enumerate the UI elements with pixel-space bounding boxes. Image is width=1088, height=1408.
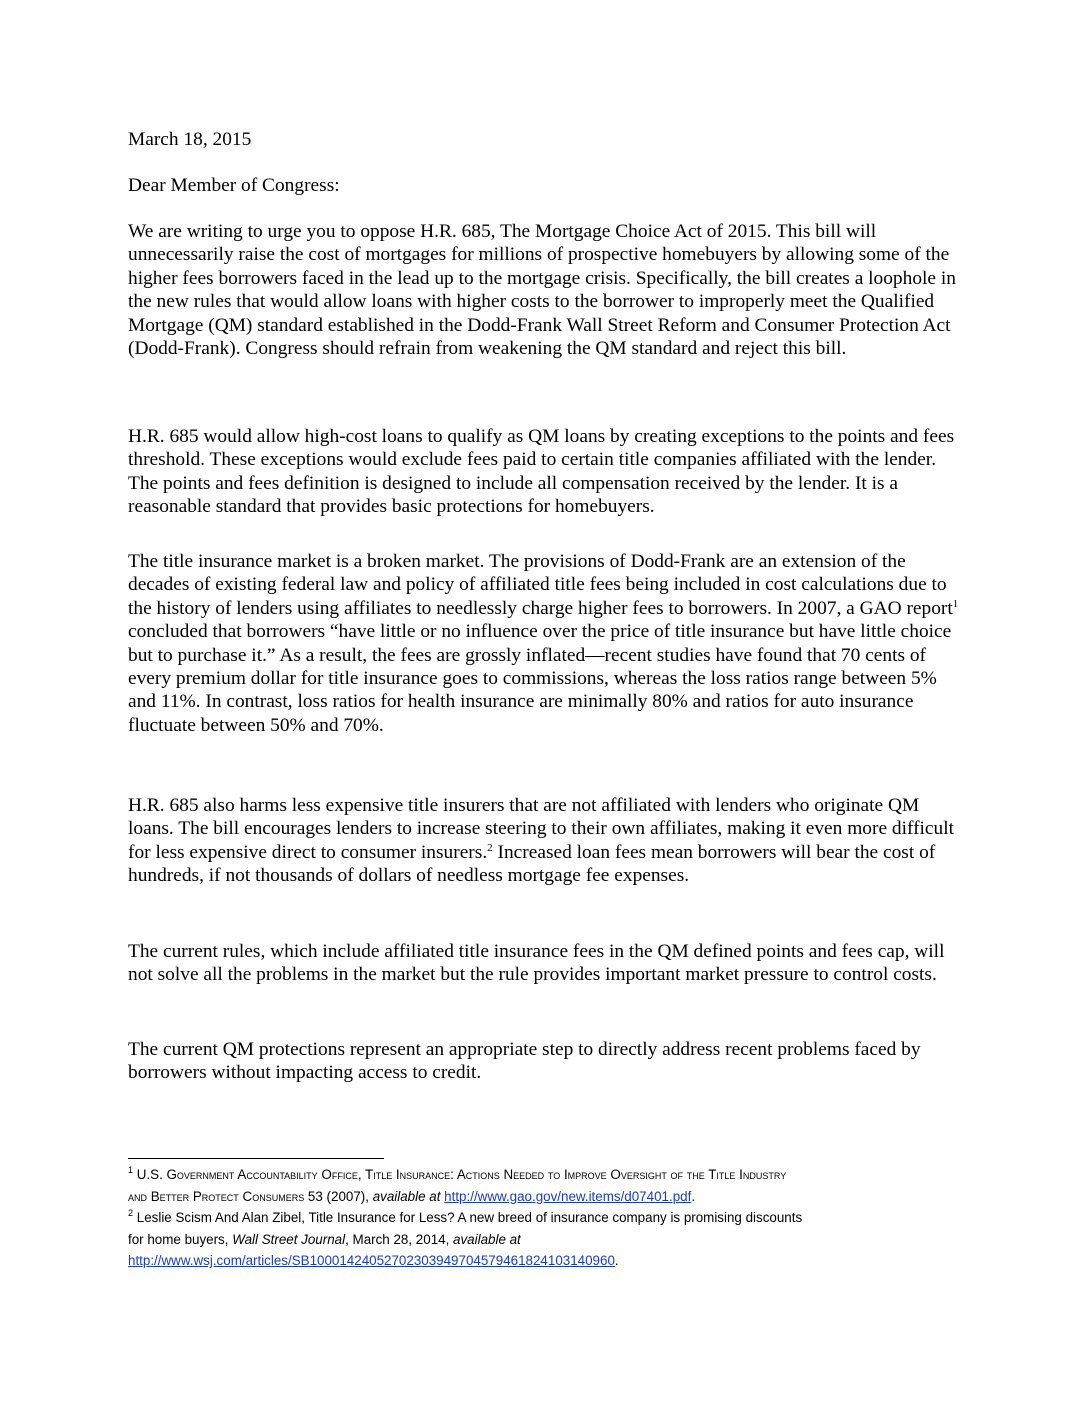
letter-date: March 18, 2015 bbox=[128, 129, 252, 150]
footnote-ref-2[interactable]: 2 bbox=[487, 841, 493, 854]
paragraph-2: H.R. 685 would allow high-cost loans to qualify as QM loans by creating exceptions to the points and fees threshold. These exceptions would exclude fees paid to certain title companies affiliated with the lender. The points and fees definition is designed to include all compensation received by the lender. It is a reasonable standard that provides basic protections for homebuyers. bbox=[128, 426, 955, 518]
footnote-2-source: Leslie Scism And Alan Zibel, Title Insurance for Less? A new breed of insurance company is promising discounts bbox=[136, 1210, 803, 1226]
footnote-1-line-1 bbox=[128, 1164, 958, 1186]
footnote-1-link[interactable]: http://www.gao.gov/new.items/d07401.pdf bbox=[444, 1188, 692, 1204]
footnote-ref-1[interactable]: 1 bbox=[952, 597, 959, 610]
footnote-1-available-at: available at bbox=[372, 1188, 441, 1204]
footnote-2-line-2 bbox=[128, 1229, 958, 1251]
paragraph-3-part-b: concluded that borrowers “have little or no influence over the price of title insurance but have little choice but to purchase it.” As a result, the fees are grossly inflated—recent studies have found that 70 cents of every premium dollar for title insurance goes to commissions, whereas the loss ratios range between 5% and 11%. In contrast, loss ratios for health insurance are minimally 80% and ratios for auto insurance fluctuate between 50% and 70%. bbox=[128, 621, 952, 736]
footnote-2-line-1 bbox=[128, 1207, 958, 1229]
footnote-2-line-3 bbox=[128, 1250, 958, 1272]
footnotes bbox=[128, 1164, 958, 1272]
footnote-2-journal: Wall Street Journal bbox=[232, 1231, 346, 1247]
footnote-1-number: 1 bbox=[128, 1165, 134, 1175]
footnote-2-end: . bbox=[614, 1253, 619, 1269]
footnote-1-source: U.S. Government Accountability Office, Title Insurance: Actions Needed to Improve Oversight of the Title Industry bbox=[136, 1167, 787, 1182]
paragraph-4-part-a: H.R. 685 also harms less expensive title insurers that are not affiliated with lenders who originate QM loans. The bill encourages lenders to increase steering to their own affiliates, making it even more difficult for less expensive direct to consumer insurers. bbox=[128, 795, 955, 863]
footnote-2-available-at: available at bbox=[453, 1231, 521, 1247]
paragraph-3-part-a: The title insurance market is a broken market. The provisions of Dodd-Frank are an extension of the decades of existing federal law and policy of affiliated title fees being included in cost calculations due to the history of lenders using affiliates to needlessly charge higher fees to borrowers. In 2007, a GAO report bbox=[128, 551, 953, 619]
footnote-1-citation: 53 (2007), bbox=[304, 1188, 373, 1204]
paragraph-6: The current QM protections represent an appropriate step to directly address recent problems faced by borrowers without impacting access to credit. bbox=[128, 1039, 921, 1084]
footnote-2-link[interactable]: http://www.wsj.com/articles/SB10001424052702303949704579461824103140960 bbox=[128, 1253, 615, 1269]
letter-salutation: Dear Member of Congress: bbox=[128, 175, 340, 196]
paragraph-1: We are writing to urge you to oppose H.R. 685, The Mortgage Choice Act of 2015. This bill will unnecessarily raise the cost of mortgages for millions of prospective homebuyers by allowing some of the higher fees borrowers faced in the lead up to the mortgage crisis. Specifically, the bill creates a loophole in the new rules that would allow loans with higher costs to the borrower to improperly meet the Qualified Mortgage (QM) standard established in the Dodd-Frank Wall Street Reform and Consumer Protection Act (Dodd-Frank). Congress should refrain from weakening the QM standard and reject this bill. bbox=[128, 221, 956, 360]
footnote-2-date: , March 28, 2014, bbox=[345, 1231, 454, 1247]
paragraph-4-part-b: Increased loan fees mean borrowers will bear the cost of hundreds, if not thousands of dollars of needless mortgage fee expenses. bbox=[128, 841, 936, 887]
footnote-1-source-cont: and Better Protect Consumers bbox=[128, 1188, 305, 1204]
paragraph-4 bbox=[128, 794, 968, 888]
footnote-2-number: 2 bbox=[128, 1208, 134, 1219]
paragraph-5: The current rules, which include affiliated title insurance fees in the QM defined points and fees cap, will not solve all the problems in the market but the rule provides important market pressure to control costs. bbox=[128, 941, 945, 986]
footnote-1-line-2 bbox=[128, 1186, 958, 1208]
footnote-2-citation: for home buyers, bbox=[128, 1231, 233, 1247]
footnote-separator bbox=[128, 1158, 384, 1159]
paragraph-3 bbox=[128, 550, 968, 737]
footnote-1-end: . bbox=[691, 1188, 696, 1204]
